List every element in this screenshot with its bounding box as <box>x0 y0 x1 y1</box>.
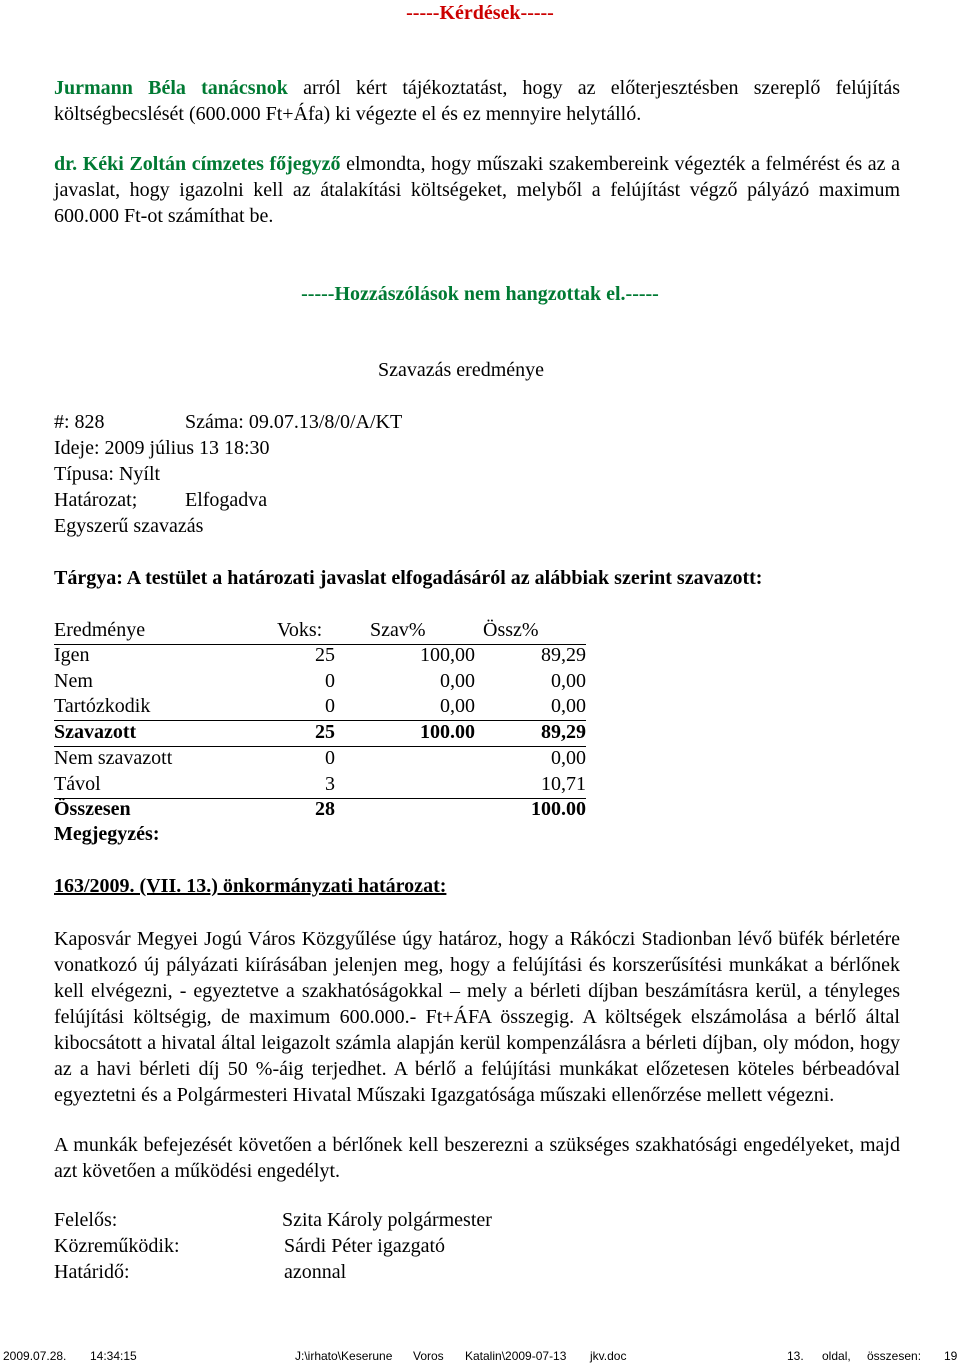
vote-number: #: 828 <box>54 411 105 433</box>
table-row <box>54 669 586 695</box>
question-2-speaker: dr. Kéki Zoltán címzetes főjegyző <box>54 153 341 175</box>
footer-date: 2009.07.28. <box>3 1349 67 1363</box>
question-1-speaker: Jurmann Béla tanácsnok <box>54 77 288 99</box>
question-1-paragraph <box>54 75 900 127</box>
header-ossz: Össz% <box>483 619 539 641</box>
footer-time: 14:34:15 <box>90 1349 137 1363</box>
footer-name-1: Voros <box>413 1349 444 1363</box>
questions-heading: -----Kérdések----- <box>406 2 554 24</box>
vote-time: Ideje: 2009 július 13 18:30 <box>54 437 270 459</box>
row-ossz: 100.00 <box>531 798 586 820</box>
footer-path: J:\irhato\Keserune <box>295 1349 393 1363</box>
header-result: Eredménye <box>54 619 146 641</box>
row-ossz: 89,29 <box>541 644 586 666</box>
footer-name-2: Katalin\2009-07-13 <box>465 1349 567 1363</box>
footer-file: jkv.doc <box>590 1349 627 1363</box>
question-1-text: arról kért tájékoztatást, hogy az előterjesztésben szereplő felújítás költségbecslését (600.000 Ft+Áfa) ki végezte el és ez mennyire helytálló. <box>54 77 901 125</box>
row-label: Összesen <box>54 798 131 820</box>
row-votes: 0 <box>325 670 335 692</box>
resolution-title: 163/2009. (VII. 13.) önkormányzati határozat: <box>54 875 447 897</box>
row-votes: 3 <box>325 773 335 795</box>
row-szav: 0,00 <box>440 695 475 717</box>
question-2-text: elmondta, hogy műszaki szakembereink végezték a felmérést és az a javaslat, hogy igazolni kell az átalakítási költségeket, melyből a felújítást végző pályázó maximum 600.000 Ft-ot számíthat be. <box>54 153 900 227</box>
cooperator-value: Sárdi Péter igazgató <box>284 1235 446 1257</box>
row-label: Távol <box>54 773 101 795</box>
row-ossz: 89,29 <box>541 721 586 743</box>
vote-heading: Szavazás eredménye <box>378 359 545 381</box>
vote-result: Elfogadva <box>185 489 268 511</box>
deadline-label: Határidő: <box>54 1261 130 1283</box>
vote-kind: Határozat; <box>54 489 138 511</box>
vote-table-header <box>54 618 586 645</box>
vote-reference: Száma: 09.07.13/8/0/A/KT <box>185 411 403 433</box>
row-votes: 0 <box>325 747 335 769</box>
table-row <box>54 694 586 721</box>
footer-page-number: 13. <box>787 1349 804 1363</box>
question-2-paragraph <box>54 151 900 229</box>
footer-total: 19 <box>944 1349 958 1363</box>
row-szav: 100.00 <box>420 721 475 743</box>
header-szav: Szav% <box>370 619 426 641</box>
footer-page-label: oldal, <box>822 1349 851 1363</box>
row-label: Igen <box>54 644 90 666</box>
header-votes: Voks: <box>277 619 323 641</box>
responsible-value: Szita Károly polgármester <box>282 1209 492 1231</box>
table-row <box>54 772 586 799</box>
vote-subject: Tárgya: A testület a határozati javaslat elfogadásáról az alábbiak szerint szavazott: <box>54 567 763 589</box>
cooperator-label: Közreműködik: <box>54 1235 180 1257</box>
row-votes: 28 <box>315 798 335 820</box>
footer-total-label: összesen: <box>867 1349 922 1363</box>
responsible-label: Felelős: <box>54 1209 118 1231</box>
comments-heading: -----Hozzászólások nem hangzottak el.----- <box>301 283 659 305</box>
table-row <box>54 746 586 772</box>
resolution-paragraph-1: Kaposvár Megyei Jogú Város Közgyűlése úgy határoz, hogy a Rákóczi Stadionban lévő büfék bérletére vonatkozó új pályázati kiírásában jelenjen meg, hogy a felújítási és korszerűsítési munkákat a bérlőnek kell elvégezni, - egyeztetve a szakhatóságokkal – mely a bérleti díjban beszámításra kerül, a tényleges felújítási költségig, de maximum 600.000.- Ft+ÁFA összegig. A költségek elszámolása a bérlő által kibocsátott a hivatal által leigazolt számla alapján kerül kompenzálásra a bérleti díjban, oly módon, hogy az a havi bérleti díj 50 %-áig terjedhet. A bérlő a felújítási munkákat előzetesen köteles bérbeadóval egyeztetni és a Polgármesteri Hivatal Műszaki Igazgatósága műszaki ellenőrzése mellett végezni. <box>54 928 900 1106</box>
row-ossz: 0,00 <box>551 670 586 692</box>
row-ossz: 0,00 <box>551 747 586 769</box>
row-votes: 0 <box>325 695 335 717</box>
vote-mode: Egyszerű szavazás <box>54 515 204 537</box>
row-votes: 25 <box>315 721 335 743</box>
row-ossz: 0,00 <box>551 695 586 717</box>
table-row <box>54 643 586 669</box>
row-label: Nem szavazott <box>54 747 173 769</box>
vote-note-label: Megjegyzés: <box>54 823 160 845</box>
row-ossz: 10,71 <box>541 773 586 795</box>
row-szav: 0,00 <box>440 670 475 692</box>
row-votes: 25 <box>315 644 335 666</box>
row-label: Nem <box>54 670 93 692</box>
resolution-paragraph-2: A munkák befejezését követően a bérlőnek kell beszerezni a szükséges szakhatósági engedélyeket, majd azt követően a működési engedélyt. <box>54 1134 900 1182</box>
deadline-value: azonnal <box>284 1261 347 1283</box>
vote-type: Típusa: Nyílt <box>54 463 161 485</box>
row-szav: 100,00 <box>420 644 475 666</box>
table-row <box>54 797 586 823</box>
table-row <box>54 720 586 747</box>
row-label: Szavazott <box>54 721 137 743</box>
row-label: Tartózkodik <box>54 695 151 717</box>
